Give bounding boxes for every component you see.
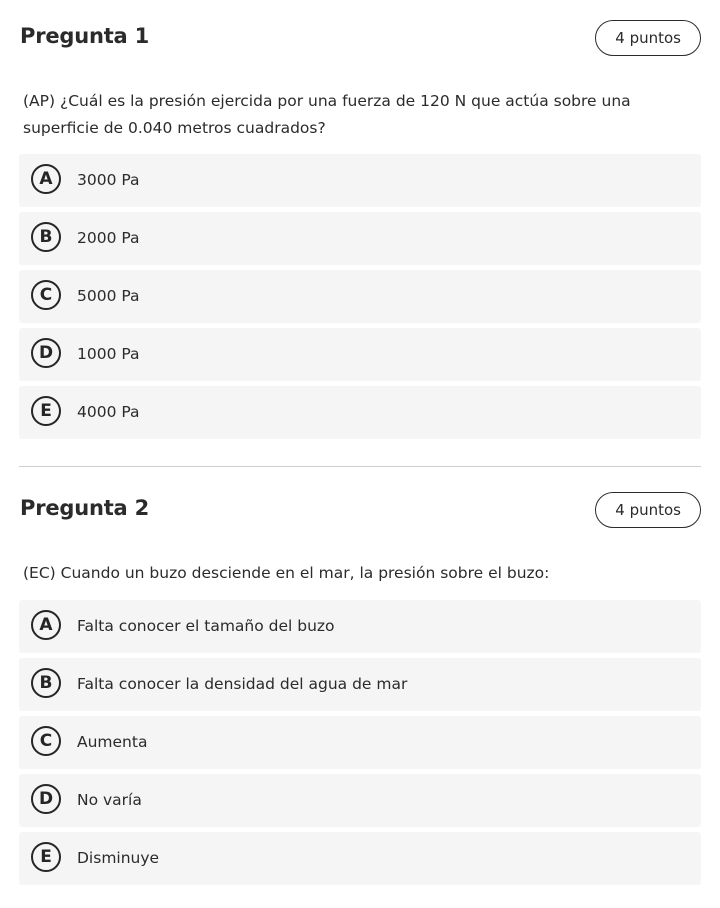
option-text: Falta conocer la densidad del agua de mar — [77, 675, 408, 693]
option-letter: D — [31, 784, 61, 814]
option-text: Falta conocer el tamaño del buzo — [77, 617, 335, 635]
option-letter: A — [31, 164, 61, 194]
question-header — [20, 20, 701, 56]
question-header — [20, 492, 701, 528]
option-letter: E — [31, 396, 61, 426]
option-letter: E — [31, 842, 61, 872]
option-letter: D — [31, 338, 61, 368]
option-text: Aumenta — [77, 733, 148, 751]
option-c[interactable] — [19, 716, 701, 769]
question-title: Pregunta 1 — [20, 24, 150, 48]
option-e[interactable] — [19, 832, 701, 885]
question-text: (EC) Cuando un buzo desciende en el mar, la presión sobre el buzo: — [23, 564, 550, 582]
points-badge: 4 puntos — [595, 492, 701, 528]
option-text: No varía — [77, 791, 142, 809]
option-text: 5000 Pa — [77, 287, 140, 305]
options-list — [19, 600, 701, 890]
option-letter: A — [31, 610, 61, 640]
option-letter: B — [31, 222, 61, 252]
question-divider — [19, 466, 701, 467]
option-letter: B — [31, 668, 61, 698]
option-a[interactable] — [19, 154, 701, 207]
option-b[interactable] — [19, 658, 701, 711]
option-letter: C — [31, 726, 61, 756]
option-letter: C — [31, 280, 61, 310]
option-d[interactable] — [19, 774, 701, 827]
question-text: (AP) ¿Cuál es la presión ejercida por una fuerza de 120 N que actúa sobre una superficie de 0.040 metros cuadrados? — [23, 92, 631, 137]
question-title: Pregunta 2 — [20, 496, 150, 520]
option-text: 2000 Pa — [77, 229, 140, 247]
option-d[interactable] — [19, 328, 701, 381]
points-badge: 4 puntos — [595, 20, 701, 56]
option-text: 4000 Pa — [77, 403, 140, 421]
option-text: 1000 Pa — [77, 345, 140, 363]
option-text: Disminuye — [77, 849, 160, 867]
options-list — [19, 154, 701, 444]
option-text: 3000 Pa — [77, 171, 140, 189]
option-a[interactable] — [19, 600, 701, 653]
option-b[interactable] — [19, 212, 701, 265]
option-c[interactable] — [19, 270, 701, 323]
option-e[interactable] — [19, 386, 701, 439]
